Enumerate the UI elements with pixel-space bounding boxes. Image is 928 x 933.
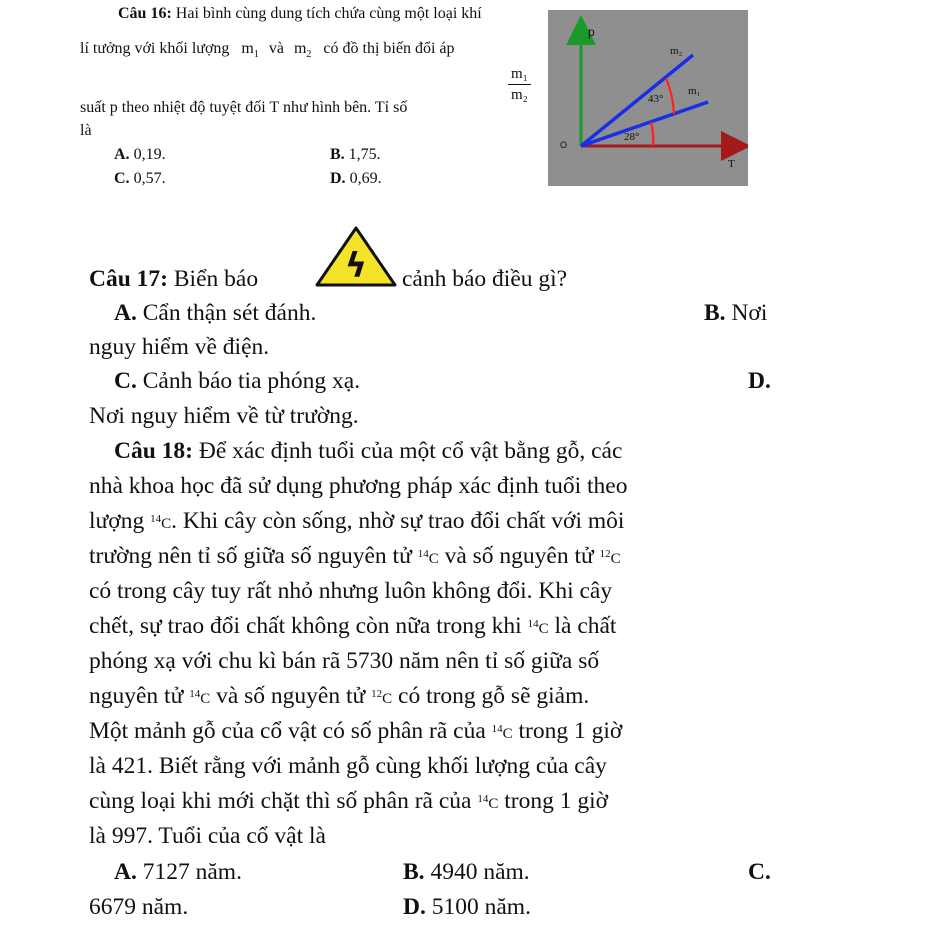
q18-option-c: 6679 năm. xyxy=(89,894,189,920)
q16-text-2b: có đồ thị biến đổi áp xyxy=(323,40,455,57)
q17-option-b-cont: nguy hiểm về điện. xyxy=(89,334,270,360)
q16-and: và xyxy=(268,40,284,57)
m1-line xyxy=(581,102,708,146)
angle-43-label: 43° xyxy=(648,93,664,105)
q17-option-c: C. Cảnh báo tia phóng xạ. xyxy=(114,368,361,394)
origin-label: O xyxy=(560,140,568,150)
lightning-bolt-glyph: ϟ xyxy=(344,246,368,286)
q18-line-7: phóng xạ với chu kì bán rã 5730 năm nên tỉ số giữa số xyxy=(89,648,600,674)
lightning-warning-icon xyxy=(313,224,399,290)
q16-ratio-fraction xyxy=(508,66,531,104)
q18-option-d: D. 5100 năm. xyxy=(403,894,531,920)
q17-option-d: Nơi nguy hiểm về từ trường. xyxy=(89,403,359,429)
q18-line-2: nhà khoa học đã sử dụng phương pháp xác định tuổi theo xyxy=(89,473,628,499)
q16-option-d: D. 0,69. xyxy=(330,170,382,187)
q16-m2-symbol: $m_2$ xyxy=(293,40,312,61)
q18-option-b: B. 4940 năm. xyxy=(403,859,530,885)
m1-line-label: m₁ xyxy=(688,85,701,97)
q18-option-a: A. 7127 năm. xyxy=(114,859,242,885)
q18-line-10: là 421. Biết rằng với mảnh gỗ cùng khối lượng của cây xyxy=(89,753,607,779)
q18-line-9: Một mảnh gỗ của cổ vật có số phân rã của $^{14}$C trong 1 giờ xyxy=(89,718,623,744)
angle-arc-28 xyxy=(651,122,653,146)
q18-option-c-letter: C. xyxy=(748,859,771,885)
q18-line-11: cùng loại khi mới chặt thì số phân rã của $^{14}$C trong 1 giờ xyxy=(89,788,609,814)
t-label: T xyxy=(728,158,735,170)
q16-text-2a: lí tưởng với khối lượng xyxy=(80,40,230,57)
q16-text-1: Hai bình cùng dung tích chứa cùng một loại khí xyxy=(175,5,482,22)
q17-option-d-letter: D. xyxy=(748,368,771,394)
angle-28-label: 28° xyxy=(624,131,640,143)
q18-line-8: nguyên tử $^{14}$C và số nguyên tử $^{12}$C có trong gỗ sẽ giảm. xyxy=(89,683,590,709)
q16-label: Câu 16: xyxy=(118,5,172,22)
q17-warning-sign xyxy=(313,224,399,290)
q16-ratio-num: m₁ xyxy=(508,66,531,85)
q18-line-3: lượng $^{14}$C. Khi cây còn sống, nhờ sự trao đổi chất với môi xyxy=(89,508,625,534)
p-label: p xyxy=(588,25,595,39)
q18-label: Câu 18: xyxy=(114,438,193,464)
q17-option-a: A. Cẩn thận sét đánh. xyxy=(114,300,317,326)
q16-ratio-den: m₂ xyxy=(511,87,528,103)
q17-option-b: B. Nơi xyxy=(704,300,768,326)
q16-pt-graph-svg xyxy=(548,10,748,186)
q16-line1 xyxy=(118,5,482,23)
q17-stem-post: cảnh báo điều gì? xyxy=(402,266,568,292)
q17-stem-pre: Câu 17: Biển báo xyxy=(89,266,259,292)
q16-option-c: C. 0,57. xyxy=(114,170,166,187)
q16-line3: suất p theo nhiệt độ tuyệt đối T như hình bên. Tỉ số xyxy=(80,99,408,116)
q18-line-12: là 997. Tuổi của cổ vật là xyxy=(89,823,326,849)
m2-line-label: m₂ xyxy=(670,45,683,57)
q18-line-5: có trong cây tuy rất nhỏ nhưng luôn không đổi. Khi cây xyxy=(89,578,613,604)
q16-option-a: A. 0,19. xyxy=(114,146,166,163)
q18-line-4: trường nên tỉ số giữa số nguyên tử $^{14}$C và số nguyên tử $^{12}$C xyxy=(89,543,621,569)
q17-label: Câu 17: xyxy=(89,266,168,292)
q18-line-1: Câu 18: Để xác định tuổi của một cổ vật bằng gỗ, các xyxy=(114,438,623,464)
q18-line-6: chết, sự trao đổi chất không còn nữa trong khi $^{14}$C là chất xyxy=(89,613,617,639)
q16-option-b: B. 1,75. xyxy=(330,146,381,163)
q16-pt-graph xyxy=(548,10,748,186)
q16-line4: là xyxy=(80,122,92,139)
angle-arc-43 xyxy=(666,78,674,114)
q16-line2 xyxy=(80,40,455,60)
q16-m1-symbol: $m_1$ xyxy=(241,40,259,61)
